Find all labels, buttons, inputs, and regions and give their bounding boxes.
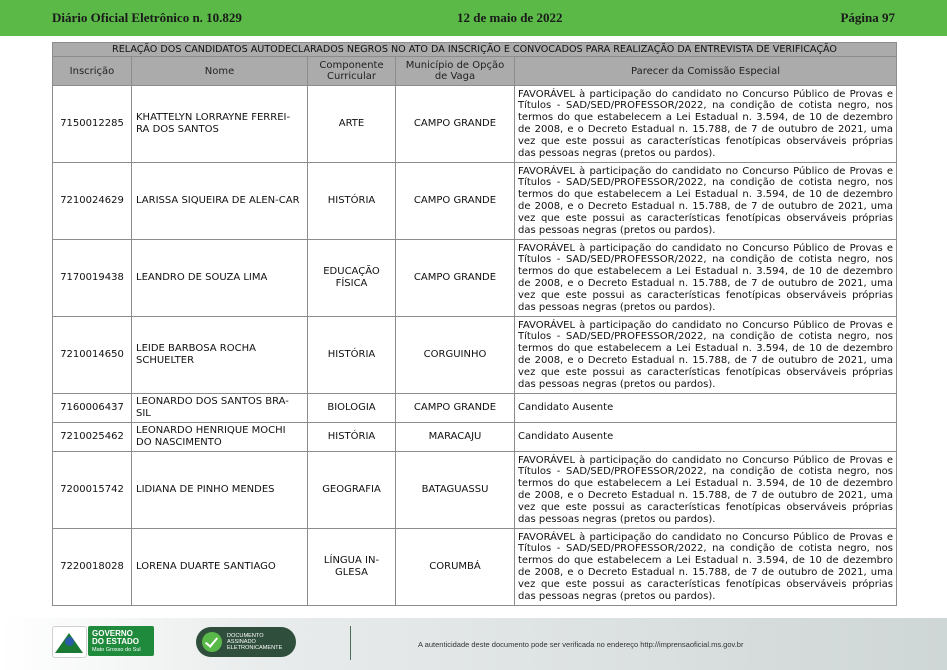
cell-nome: LIDIANA DE PINHO MENDES	[132, 452, 308, 529]
table-row	[53, 86, 897, 163]
cell-componente: BIOLOGIA	[308, 394, 396, 423]
electronic-signature-seal	[196, 627, 296, 657]
state-flag-icon	[52, 626, 87, 658]
cell-parecer: Candidato Ausente	[515, 394, 897, 423]
cell-municipio: CAMPO GRANDE	[396, 394, 515, 423]
gov-label-line2: DO ESTADO	[92, 637, 139, 646]
cell-nome: KHATTELYN LORRAYNE FERREI-RA DOS SANTOS	[132, 86, 308, 163]
cell-inscricao: 7160006437	[53, 394, 132, 423]
table-caption: RELAÇÃO DOS CANDIDATOS AUTODECLARADOS NEGROS NO ATO DA INSCRIÇÃO E CONVOCADOS PARA REALIZAÇÃO DA ENTREVISTA DE VERIFICAÇÃO	[53, 43, 897, 57]
seal-line1: DOCUMENTO	[227, 633, 264, 639]
gazette-title: Diário Oficial Eletrônico n. 10.829	[52, 10, 242, 25]
issue-date: 12 de maio de 2022	[457, 10, 563, 25]
header-bar	[0, 0, 947, 36]
flag-star-shape	[65, 637, 74, 646]
page-number: Página 97	[840, 10, 895, 25]
cell-parecer: FAVORÁVEL à participação do candidato no Concurso Público de Provas e Títulos - SAD/SED/PROFESSOR/2022, na condição de cotista negro, nos termos do que estabelecem a Lei Estadual n. 3.594, de 10 de dezembro de 2008, e o Decreto Estadual n. 15.788, de 7 de outubro de 2021, uma vez que este possui as características fenotípicas observáveis próprias das pessoas negras (pretos ou pardos).	[515, 86, 897, 163]
table-row	[53, 163, 897, 240]
table-row	[53, 423, 897, 452]
cell-nome: LARISSA SIQUEIRA DE ALEN-CAR	[132, 163, 308, 240]
cell-inscricao: 7210014650	[53, 317, 132, 394]
cell-inscricao: 7220018028	[53, 529, 132, 606]
table-row	[53, 394, 897, 423]
cell-nome: LEANDRO DE SOUZA LIMA	[132, 240, 308, 317]
cell-inscricao: 7210024629	[53, 163, 132, 240]
table-row	[53, 529, 897, 606]
table-header-row	[53, 57, 897, 86]
cell-inscricao: 7210025462	[53, 423, 132, 452]
cell-municipio: CAMPO GRANDE	[396, 163, 515, 240]
cell-inscricao: 7200015742	[53, 452, 132, 529]
government-logo	[52, 626, 156, 656]
table-row	[53, 317, 897, 394]
candidates-table	[52, 42, 897, 606]
table-row	[53, 452, 897, 529]
table-caption-row	[53, 43, 897, 57]
cell-inscricao: 7150012285	[53, 86, 132, 163]
cell-componente: EDUCAÇÃO FÍSICA	[308, 240, 396, 317]
government-badge	[88, 626, 154, 656]
cell-parecer: FAVORÁVEL à participação do candidato no Concurso Público de Provas e Títulos - SAD/SED/PROFESSOR/2022, na condição de cotista negro, nos termos do que estabelecem a Lei Estadual n. 3.594, de 10 de dezembro de 2008, e o Decreto Estadual n. 15.788, de 7 de outubro de 2021, uma vez que este possui as características fenotípicas observáveis próprias das pessoas negras (pretos ou pardos).	[515, 163, 897, 240]
cell-componente: LÍNGUA IN-GLESA	[308, 529, 396, 606]
authenticity-note: A autenticidade deste documento pode ser verificada no endereço http://imprensaoficial.ms.gov.br	[418, 640, 744, 649]
cell-componente: HISTÓRIA	[308, 317, 396, 394]
col-header-inscricao: Inscrição	[53, 57, 132, 86]
cell-nome: LORENA DUARTE SANTIAGO	[132, 529, 308, 606]
checkmark-icon	[202, 632, 222, 652]
col-header-parecer: Parecer da Comissão Especial	[515, 57, 897, 86]
cell-municipio: BATAGUASSU	[396, 452, 515, 529]
cell-componente: HISTÓRIA	[308, 163, 396, 240]
seal-line2: ASSINADO	[227, 639, 256, 645]
cell-inscricao: 7170019438	[53, 240, 132, 317]
cell-municipio: CAMPO GRANDE	[396, 86, 515, 163]
cell-nome: LEIDE BARBOSA ROCHA SCHUELTER	[132, 317, 308, 394]
cell-componente: GEOGRAFIA	[308, 452, 396, 529]
cell-nome: LEONARDO DOS SANTOS BRA-SIL	[132, 394, 308, 423]
cell-parecer: FAVORÁVEL à participação do candidato no Concurso Público de Provas e Títulos - SAD/SED/PROFESSOR/2022, na condição de cotista negro, nos termos do que estabelecem a Lei Estadual n. 3.594, de 10 de dezembro de 2008, e o Decreto Estadual n. 15.788, de 7 de outubro de 2021, uma vez que este possui as características fenotípicas observáveis próprias das pessoas negras (pretos ou pardos).	[515, 317, 897, 394]
cell-componente: HISTÓRIA	[308, 423, 396, 452]
col-header-municipio: Município de Opção de Vaga	[396, 57, 515, 86]
cell-municipio: MARACAJU	[396, 423, 515, 452]
cell-municipio: CORGUINHO	[396, 317, 515, 394]
cell-municipio: CORUMBÁ	[396, 529, 515, 606]
footer-divider	[350, 626, 351, 660]
gov-label-line3: Mato Grosso do Sul	[92, 647, 141, 653]
cell-parecer: FAVORÁVEL à participação do candidato no Concurso Público de Provas e Títulos - SAD/SED/PROFESSOR/2022, na condição de cotista negro, nos termos do que estabelecem a Lei Estadual n. 3.594, de 10 de dezembro de 2008, e o Decreto Estadual n. 15.788, de 7 de outubro de 2021, uma vez que este possui as características fenotípicas observáveis próprias das pessoas negras (pretos ou pardos).	[515, 240, 897, 317]
cell-parecer: FAVORÁVEL à participação do candidato no Concurso Público de Provas e Títulos - SAD/SED/PROFESSOR/2022, na condição de cotista negro, nos termos do que estabelecem a Lei Estadual n. 3.594, de 10 de dezembro de 2008, e o Decreto Estadual n. 15.788, de 7 de outubro de 2021, uma vez que este possui as características fenotípicas observáveis próprias das pessoas negras (pretos ou pardos).	[515, 452, 897, 529]
table-row	[53, 240, 897, 317]
cell-municipio: CAMPO GRANDE	[396, 240, 515, 317]
seal-line3: ELETRONICAMENTE	[227, 645, 283, 651]
col-header-nome: Nome	[132, 57, 308, 86]
cell-nome: LEONARDO HENRIQUE MOCHI DO NASCIMENTO	[132, 423, 308, 452]
cell-componente: ARTE	[308, 86, 396, 163]
cell-parecer: Candidato Ausente	[515, 423, 897, 452]
gov-label-line1: GOVERNO	[92, 629, 133, 638]
cell-parecer: FAVORÁVEL à participação do candidato no Concurso Público de Provas e Títulos - SAD/SED/PROFESSOR/2022, na condição de cotista negro, nos termos do que estabelecem a Lei Estadual n. 3.594, de 10 de dezembro de 2008, e o Decreto Estadual n. 15.788, de 7 de outubro de 2021, uma vez que este possui as características fenotípicas observáveis próprias das pessoas negras (pretos ou pardos).	[515, 529, 897, 606]
col-header-componente: Componente Curricular	[308, 57, 396, 86]
